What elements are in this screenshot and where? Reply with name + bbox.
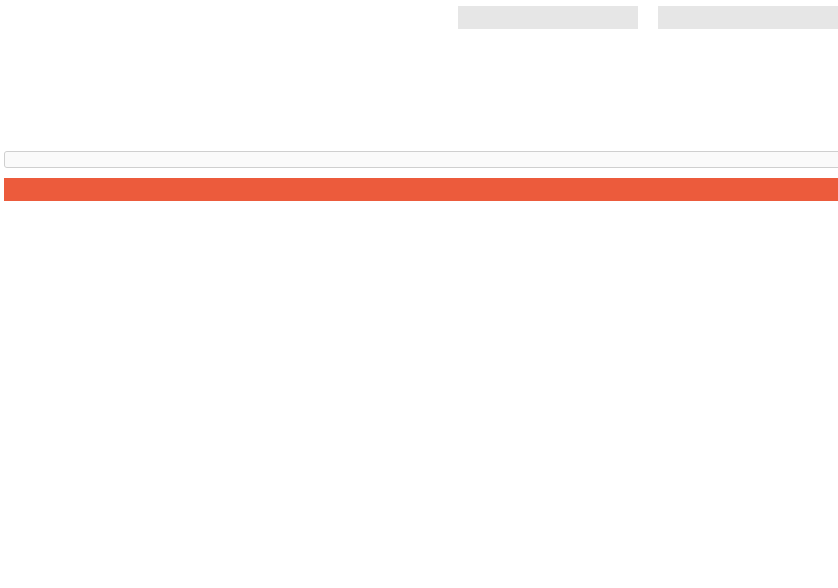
mini-calendar-april: [458, 6, 638, 29]
mini-calendar-title: [458, 6, 638, 29]
column-header-bar: [4, 151, 838, 168]
mini-calendar-june: [658, 6, 838, 29]
mini-calendar-title: [658, 6, 838, 29]
weekday-header-bar: [4, 178, 838, 201]
